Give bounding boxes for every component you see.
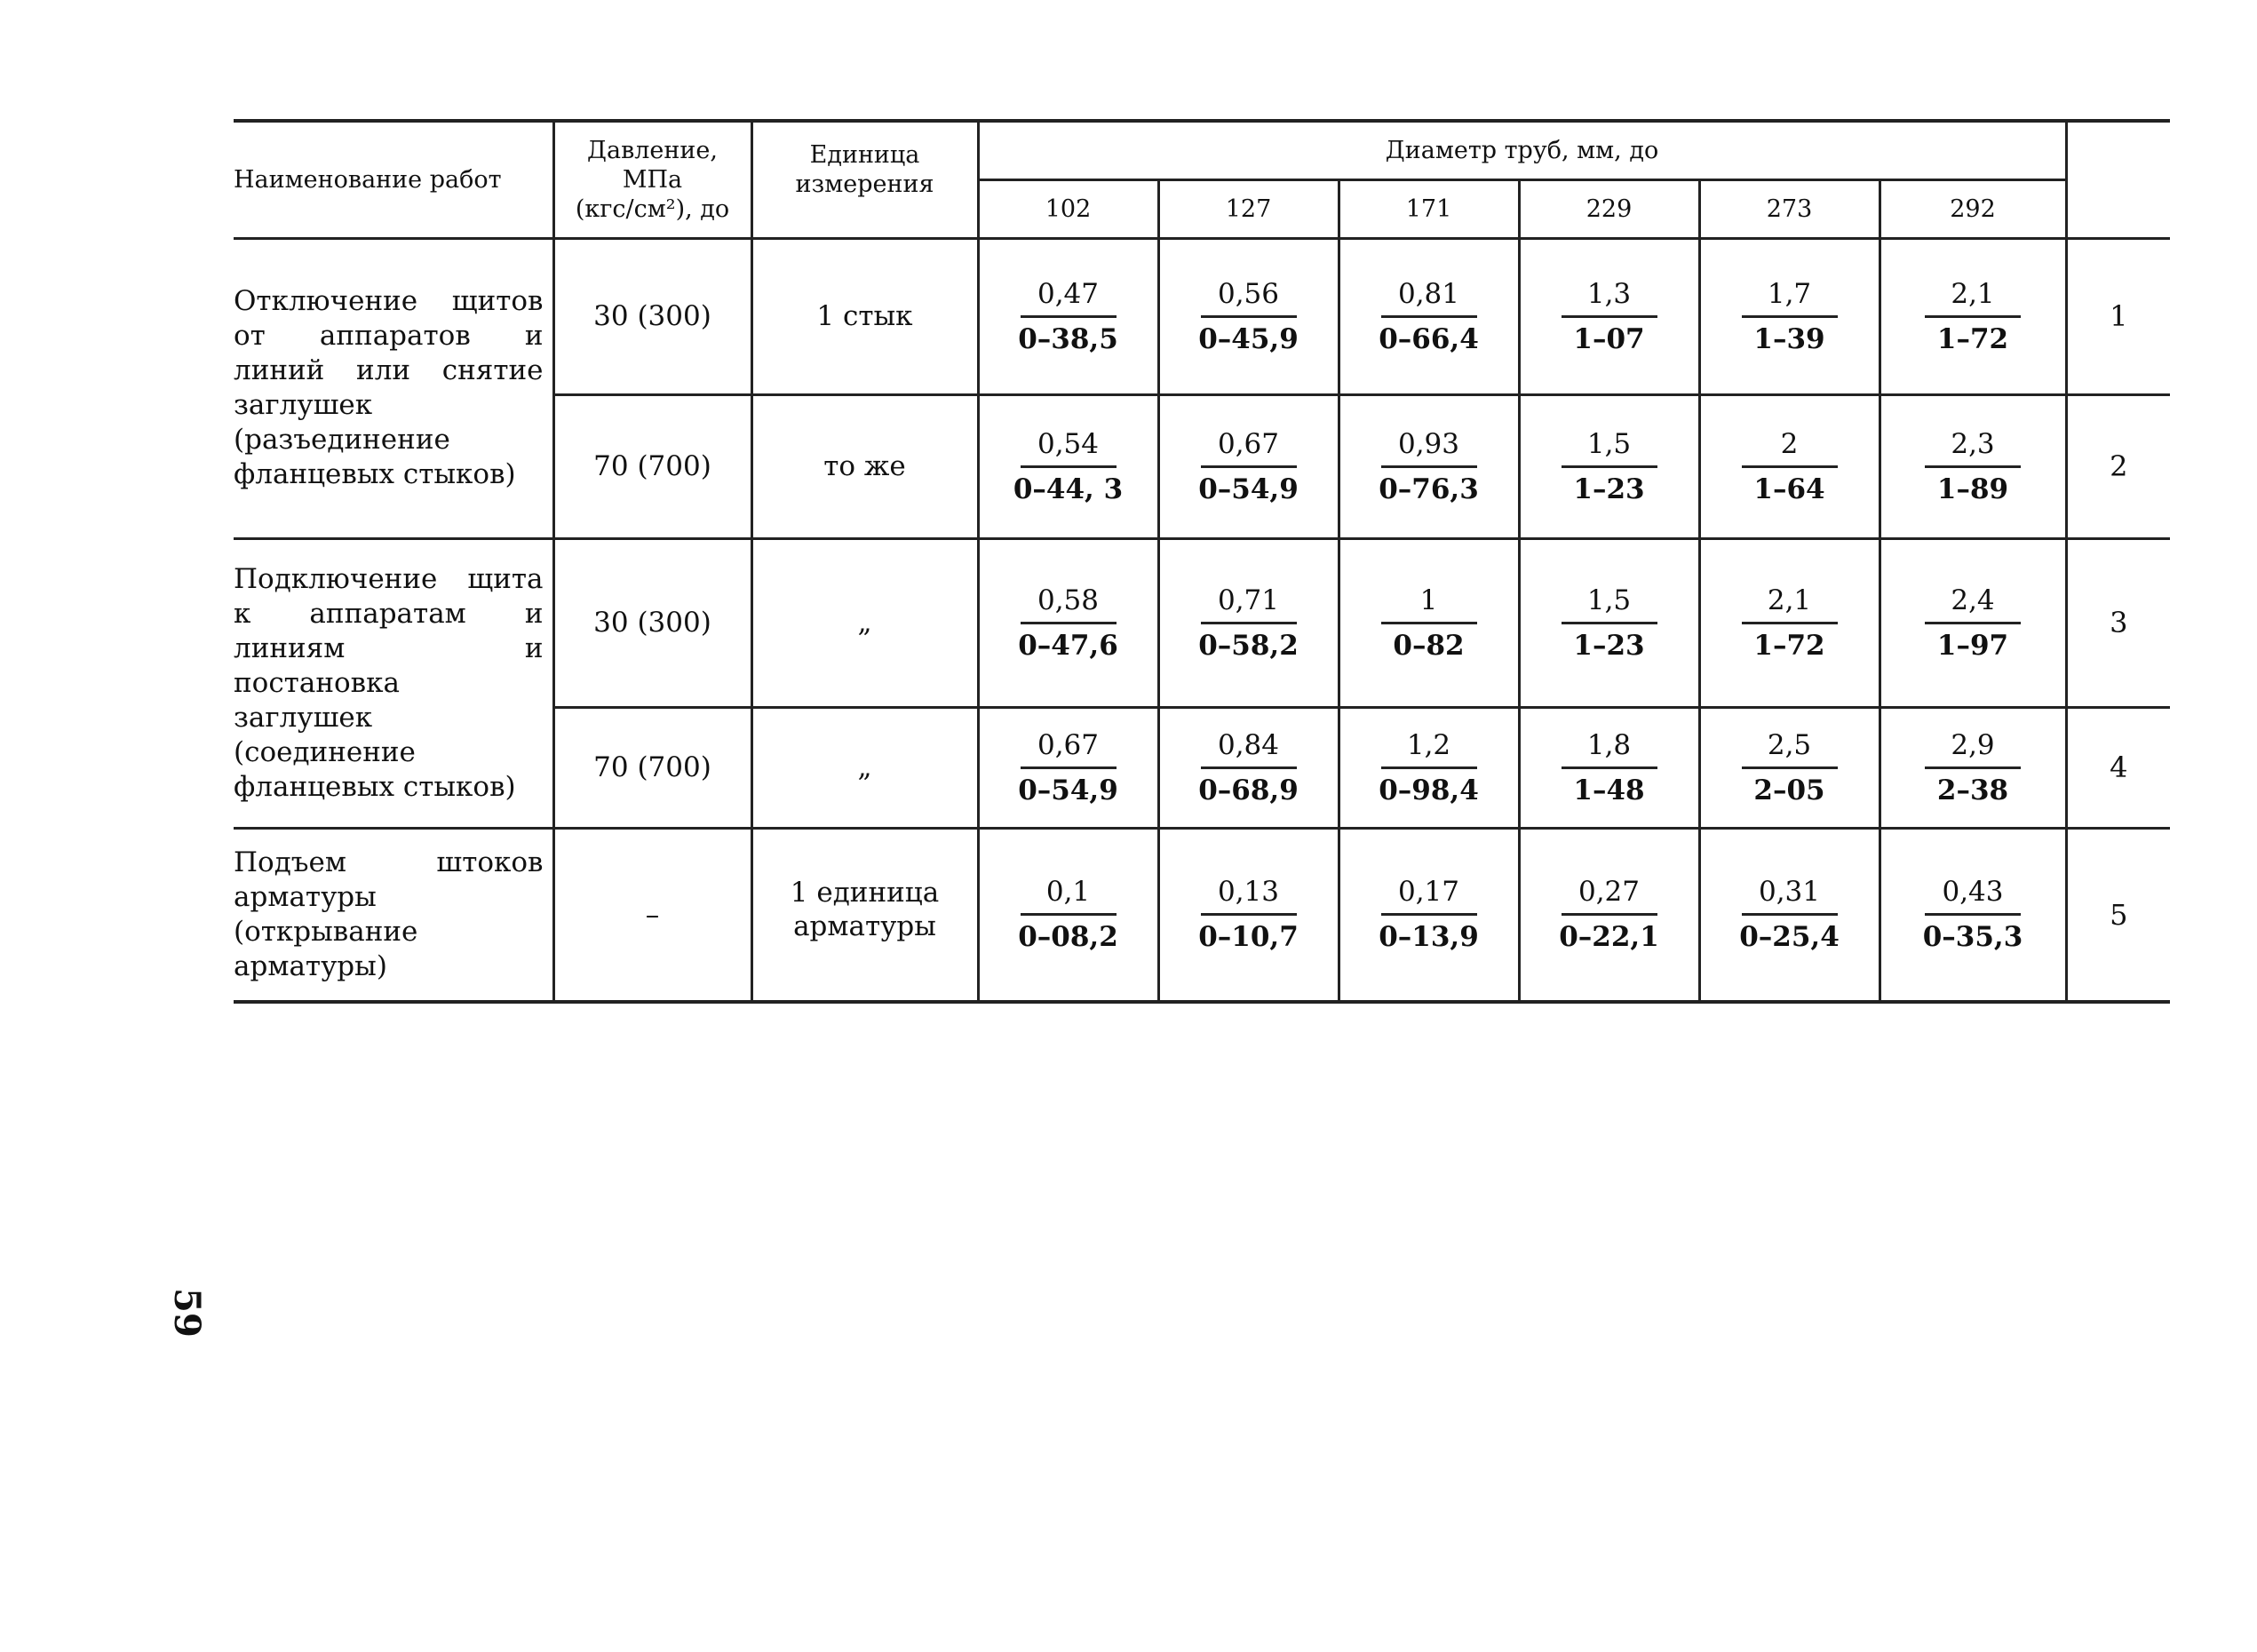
time-norm: 0,27 [1578,876,1641,909]
fraction-bar [1201,315,1297,318]
pressure-cell: – [553,828,751,1002]
price: 2–38 [1936,774,2009,806]
fraction-bar [1562,315,1657,318]
norm-cell [1519,394,1699,538]
norm-cell [1699,394,1880,538]
price: 2–05 [1753,774,1825,806]
norm-cell [1880,238,2066,394]
price: 1–48 [1573,774,1645,806]
header-pressure-line3: (кгс/см²), до [575,195,730,223]
diameter-273: 273 [1699,179,1880,238]
fraction-bar [1201,465,1297,468]
fraction-bar [1201,622,1297,624]
fraction-bar [1562,913,1657,916]
fraction-bar [1201,913,1297,916]
fraction-bar [1381,622,1477,624]
unit-cell: то же [751,394,978,538]
unit-cell: „ [751,538,978,707]
norm-cell [1158,238,1339,394]
norm-cell [1158,707,1339,828]
norm-cell [1339,538,1519,707]
price: 1–23 [1573,629,1645,662]
time-norm: 1,8 [1586,728,1632,761]
time-norm: 0,84 [1217,728,1280,761]
norm-cell [978,238,1158,394]
header-rownum-blank [2066,121,2170,238]
time-norm: 1,7 [1767,277,1812,310]
fraction-bar [1742,913,1838,916]
fraction-bar [1742,315,1838,318]
time-norm: 0,81 [1397,277,1460,310]
fraction-bar [1021,465,1117,468]
header-unit [751,121,978,238]
norm-cell [1158,538,1339,707]
fraction-bar [1021,766,1117,769]
row-number: 3 [2066,538,2170,707]
norm-cell [1880,707,2066,828]
norm-cell [1339,238,1519,394]
time-norm: 0,13 [1217,876,1280,909]
price: 1–72 [1936,322,2009,355]
norms-table [234,119,2170,1004]
work-name-lift: Подъем штоков арматуры (открывание арматуры) [234,828,553,1002]
price: 0–08,2 [1018,921,1118,954]
norm-cell [978,707,1158,828]
fraction-bar [1925,465,2021,468]
fraction-bar [1742,622,1838,624]
price: 1–39 [1753,322,1825,355]
pressure-cell: 30 (300) [553,238,751,394]
norm-cell [978,538,1158,707]
table-row [234,828,2170,1002]
norm-cell [1158,394,1339,538]
time-norm: 0,31 [1758,876,1821,909]
time-norm: 0,67 [1037,728,1100,761]
fraction-bar [1021,315,1117,318]
time-norm: 0,67 [1217,427,1280,460]
time-norm: 2,9 [1951,728,1995,761]
norm-cell [1519,238,1699,394]
row-number: 4 [2066,707,2170,828]
page-number: 59 [166,1288,208,1338]
header-diameter: Диаметр труб, мм, до [978,121,2066,179]
diameter-102: 102 [978,179,1158,238]
norm-cell [1880,828,2066,1002]
time-norm: 0,47 [1037,277,1100,310]
diameter-292: 292 [1880,179,2066,238]
price: 0–25,4 [1739,921,1840,954]
fraction-bar [1381,315,1477,318]
time-norm: 1,5 [1586,427,1632,460]
header-pressure-line2: МПа [622,165,683,194]
price: 1–07 [1573,322,1645,355]
table-body [234,121,2170,1002]
norm-cell [1699,238,1880,394]
norm-cell [1880,538,2066,707]
header-pressure [553,121,751,238]
norm-cell [1699,707,1880,828]
price: 0–47,6 [1018,629,1118,662]
time-norm: 1 [1419,584,1438,616]
unit-cell: 1 стык [751,238,978,394]
time-norm: 2,4 [1951,584,1995,616]
price: 1–89 [1936,473,2009,505]
price: 1–64 [1753,473,1825,505]
time-norm: 0,56 [1217,277,1280,310]
price: 0–66,4 [1379,322,1479,355]
norm-cell [1519,707,1699,828]
fraction-bar [1381,766,1477,769]
norm-cell [1339,828,1519,1002]
norm-cell [1158,828,1339,1002]
time-norm: 2,1 [1767,584,1812,616]
fraction-bar [1021,913,1117,916]
unit-cell: „ [751,707,978,828]
fraction-bar [1201,766,1297,769]
fraction-bar [1562,622,1657,624]
diameter-171: 171 [1339,179,1519,238]
price: 0–35,3 [1922,921,2023,954]
time-norm: 0,17 [1397,876,1460,909]
time-norm: 2,1 [1951,277,1995,310]
time-norm: 0,54 [1037,427,1100,460]
price: 1–72 [1753,629,1825,662]
price: 0–45,9 [1198,322,1299,355]
fraction-bar [1925,622,2021,624]
table-row [234,238,2170,394]
pressure-cell: 70 (700) [553,707,751,828]
row-number: 5 [2066,828,2170,1002]
time-norm: 0,71 [1217,584,1280,616]
fraction-bar [1925,315,2021,318]
time-norm: 1,5 [1586,584,1632,616]
time-norm: 0,1 [1045,876,1091,909]
time-norm: 1,2 [1406,728,1451,761]
fraction-bar [1742,465,1838,468]
norm-cell [1880,394,2066,538]
price: 0–13,9 [1379,921,1479,954]
price: 0–76,3 [1379,473,1479,505]
table-row [234,538,2170,707]
time-norm: 2,5 [1767,728,1812,761]
price: 0–58,2 [1198,629,1299,662]
price: 1–97 [1936,629,2009,662]
fraction-bar [1562,465,1657,468]
fraction-bar [1381,465,1477,468]
time-norm: 1,3 [1586,277,1632,310]
time-norm: 0,43 [1942,876,2004,909]
norm-cell [978,828,1158,1002]
price: 0–10,7 [1198,921,1299,954]
fraction-bar [1742,766,1838,769]
price: 0–54,9 [1198,473,1299,505]
work-name-connect: Подключение щита к аппаратам и линиям и постановка заглушек (соединение фланцевых стыков) [234,538,553,828]
pressure-cell: 30 (300) [553,538,751,707]
diameter-229: 229 [1519,179,1699,238]
price: 0–44, 3 [1013,473,1124,505]
price: 0–38,5 [1018,322,1118,355]
norm-cell [1339,394,1519,538]
norm-cell [1519,538,1699,707]
fraction-bar [1021,622,1117,624]
price: 0–22,1 [1559,921,1659,954]
price: 0–82 [1393,629,1465,662]
norm-cell [978,394,1158,538]
header-row [234,121,2170,179]
row-number: 1 [2066,238,2170,394]
unit-cell: 1 единица арматуры [751,828,978,1002]
norm-cell [1519,828,1699,1002]
price: 1–23 [1573,473,1645,505]
price: 0–68,9 [1198,774,1299,806]
header-unit-line1: Единица [809,141,920,169]
header-pressure-line1: Давление, [587,136,718,164]
fraction-bar [1562,766,1657,769]
fraction-bar [1381,913,1477,916]
price: 0–98,4 [1379,774,1479,806]
fraction-bar [1925,766,2021,769]
row-number: 2 [2066,394,2170,538]
work-name-disconnect: Отключение щитов от аппаратов и линий или снятие заглушек (разъединение фланцевых стыков) [234,238,553,538]
fraction-bar [1925,913,2021,916]
time-norm: 2 [1780,427,1799,460]
time-norm: 0,58 [1037,584,1100,616]
time-norm: 0,93 [1397,427,1460,460]
header-unit-line2: измерения [795,171,934,198]
norm-cell [1699,538,1880,707]
header-work-name: Наименование работ [234,121,553,238]
diameter-127: 127 [1158,179,1339,238]
norm-cell [1339,707,1519,828]
norm-cell [1699,828,1880,1002]
pressure-cell: 70 (700) [553,394,751,538]
time-norm: 2,3 [1951,427,1995,460]
price: 0–54,9 [1018,774,1118,806]
